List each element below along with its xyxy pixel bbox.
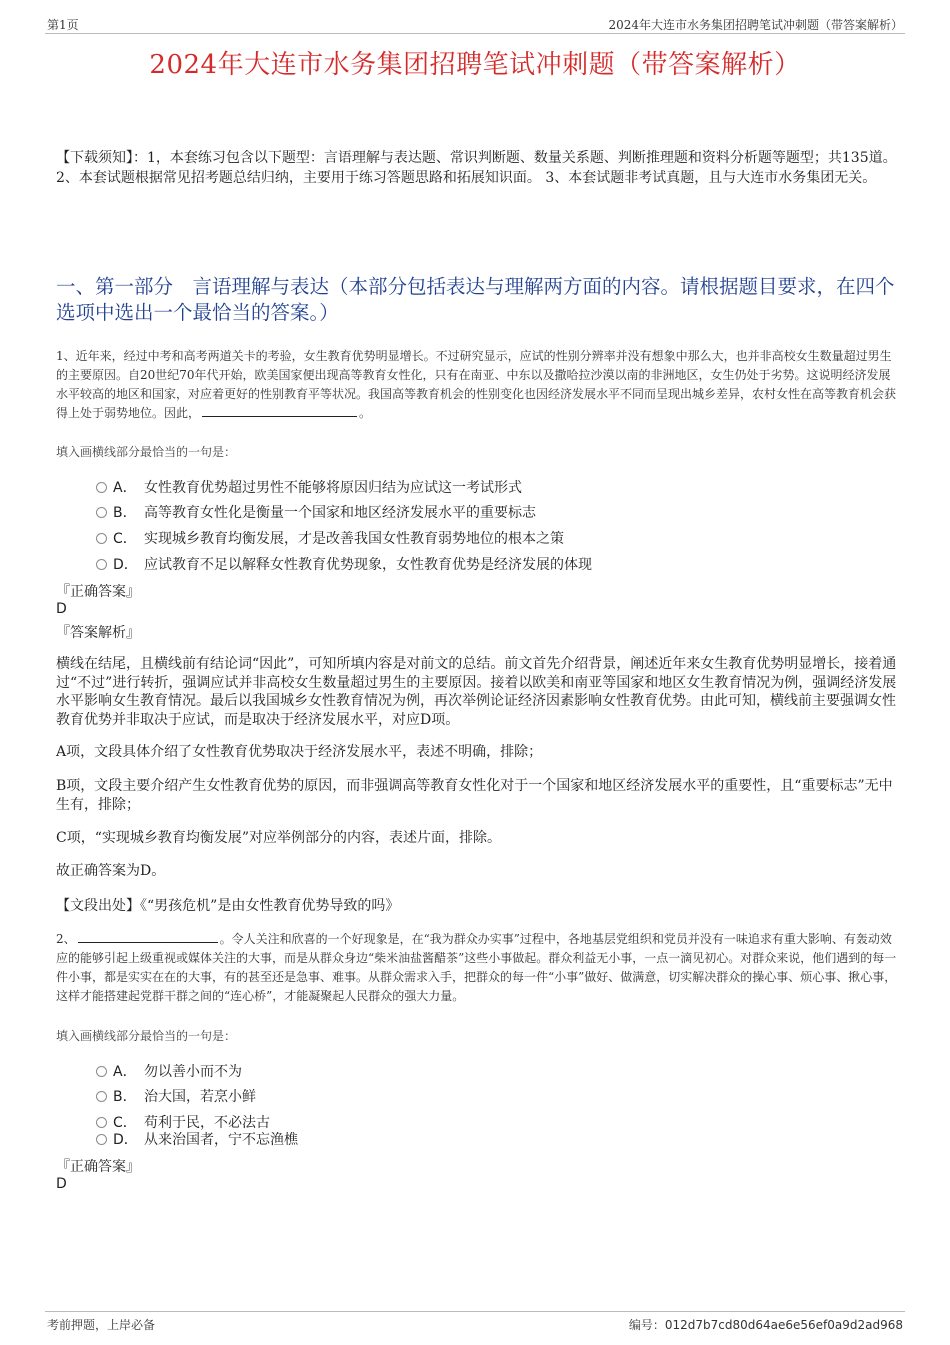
correct-answer-value: D [56,1176,67,1192]
option-b[interactable]: B． 治大国，若烹小鲜 [96,1086,856,1106]
download-notice: 【下载须知】：1，本套练习包含以下题型：言语理解与表达题、常识判断题、数量关系题、判断推理题和资料分析题等题型；共135道。 2、本套试题根据常见招考题总结归纳，主要用于练习答题思路和拓展知识面。 3、本套试题非考试真题，且与大连市水务集团无关。 [56,150,897,186]
option-c[interactable]: C． 苟利于民，不必法古 [96,1112,856,1132]
page-header [45,14,905,34]
correct-answer-value: D [56,601,67,617]
correct-answer-label: 『正确答案』 [56,1159,140,1175]
analysis-option-a: A项，文段具体介绍了女性教育优势取决于经济发展水平，表述不明确，排除； [56,744,543,760]
radio-icon[interactable] [96,559,107,570]
analysis-option-b: B项，文段主要介绍产生女性教育优势的原因，而非强调高等教育女性化对于一个国家和地区经济发展水平的重要性，且“重要标志”无中生有，排除； [56,778,893,813]
document-code: 编号：012d7b7cd80d64ae6e56ef0a9d2ad968 [628,1318,903,1332]
section-heading: 一、第一部分 言语理解与表达（本部分包括表达与理解两方面的内容。请根据题目要求，在四个选项中选出一个最恰当的答案。） [56,275,895,324]
answer-blank [78,941,218,943]
radio-icon[interactable] [96,507,107,518]
radio-icon[interactable] [96,482,107,493]
question-2-prompt: 填入画横线部分最恰当的一句是： [56,1029,237,1043]
option-b[interactable]: B． 高等教育女性化是衡量一个国家和地区经济发展水平的重要标志 [96,502,856,522]
answer-blank [202,415,357,417]
question-2-text: 2、 。令人关注和欣喜的一个好现象是，在“我为群众办实事”过程中，各地基层党组织和党员并没有一味追求有重大影响、有轰动效应的能够引起上级重视或媒体关注的大事，而是从群众身边“柴米油盐酱醋茶”这些小事做起。群众利益无小事，一点一滴见初心。对群众来说，他们遇到的每一件小事，都是实实在在的大事，有的甚至还是急事、难事。从群众需求入手，把群众的每一件“小事”做好、做满意，切实解决群众的操心事、烦心事、揪心事，这样才能搭建起党群干群之间的“连心桥”，才能凝聚起人民群众的强大力量。 [56,932,897,1003]
question-1-text [56,347,898,423]
radio-icon[interactable] [96,1091,107,1102]
radio-icon[interactable] [96,1134,107,1145]
footer-slogan: 考前押题，上岸必备 [47,1318,156,1332]
question-1-end: 。 [359,406,372,420]
question-2-body: 。令人关注和欣喜的一个好现象是，在“我为群众办实事”过程中，各地基层党组织和党员并没有一味追求有重大影响、有轰动效应的能够引起上级重视或媒体关注的大事，而是从群众身边“柴米油盐酱醋茶”这些小事做起。群众利益无小事，一点一滴见初心。对群众来说，他们遇到的每一件小事，都是实实在在的大事，有的甚至还是急事、难事。从群众需求入手，把群众的每一件“小事”做好、做满意，切实解决群众的操心事、烦心事、揪心事，这样才能搭建起党群干群之间的“连心桥”，才能凝聚起人民群众的强大力量。 [56,932,897,1003]
analysis-conclusion: 故正确答案为D。 [56,863,166,879]
analysis-option-c: C项，“实现城乡教育均衡发展”对应举例部分的内容，表述片面，排除。 [56,830,502,846]
option-d[interactable]: D． 应试教育不足以解释女性教育优势现象，女性教育优势是经济发展的体现 [96,554,856,574]
option-a[interactable]: A． 女性教育优势超过男性不能够将原因归结为应试这一考试形式 [96,477,856,497]
option-a[interactable]: A． 勿以善小而不为 [96,1061,856,1081]
header-doc-title: 2024年大连市水务集团招聘笔试冲刺题（带答案解析） [608,18,903,32]
analysis-paragraph: 横线在结尾，且横线前有结论词“因此”，可知所填内容是对前文的总结。前文首先介绍背景，阐述近年来女生教育优势明显增长，接着通过“不过”进行转折，强调应试并非高校女生数量超过男生的主要原因。接着以欧美和南亚等国家和地区女生教育情况为例，强调经济发展水平影响女生教育情况。最后以我国城乡女性教育情况为例，再次举例论证经济因素影响女性教育优势。由此可知，横线前主要强调女性教育优势并非取决于应试，而是取决于经济发展水平，对应D项。 [56,656,897,728]
radio-icon[interactable] [96,1117,107,1128]
question-1-prompt: 填入画横线部分最恰当的一句是： [56,445,237,459]
option-d[interactable]: D． 从来治国者，宁不忘渔樵 [96,1129,856,1149]
question-1-body: 1、近年来，经过中考和高考两道关卡的考验，女生教育优势明显增长。不过研究显示，应试的性别分辨率并没有想象中那么大，也并非高校女生数量超过男生的主要原因。自20世纪70年代开始，欧美国家便出现高等教育女性化，只有在南亚、中东以及撒哈拉沙漠以南的非洲地区，女生仍处于劣势。这说明经济发展水平较高的地区和国家，对应着更好的性别教育平等状况。我国高等教育机会的性别变化也因经济发展水平不同而呈现出城乡差异，农村女性在高等教育机会获得上处于弱势地位。因此， [56,349,897,420]
analysis-label: 『答案解析』 [56,625,140,641]
page-footer [45,1311,905,1334]
correct-answer-label: 『正确答案』 [56,584,140,600]
document-title: 2024年大连市水务集团招聘笔试冲刺题（带答案解析） [149,50,801,80]
page-number: 第1页 [47,18,79,32]
text-source: 【文段出处】《“男孩危机”是由女性教育优势导致的吗》 [56,898,400,914]
option-c[interactable]: C． 实现城乡教育均衡发展，才是改善我国女性教育弱势地位的根本之策 [96,528,856,548]
radio-icon[interactable] [96,533,107,544]
radio-icon[interactable] [96,1066,107,1077]
